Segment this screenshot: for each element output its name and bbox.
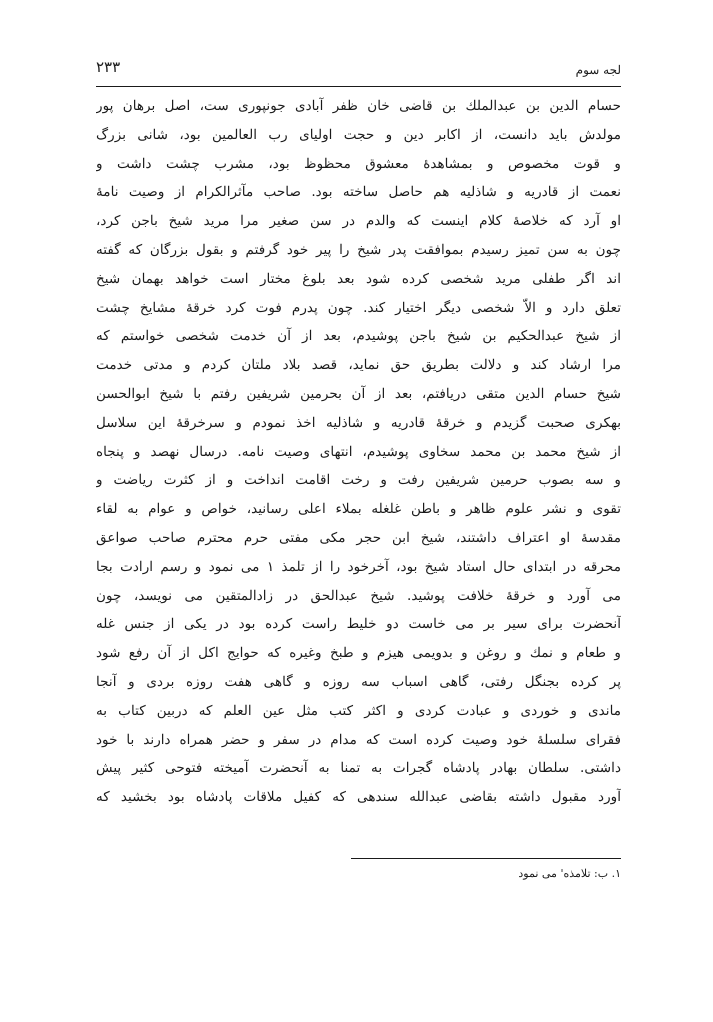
footnote: ۱. ب: تلامذه' می نمود — [518, 867, 621, 880]
header-rule — [96, 86, 621, 87]
text-line: مولدش باید دانست، از اکابر دین و حجت اولیای رب العالمین بود، شانی بزرگ — [96, 126, 621, 143]
text-line: از شیخ عبدالحکیم بن شیخ باجن پوشیدم، بعد از آن خدمت شخصی خواستم که — [96, 328, 621, 345]
text-line: مقدسهٔ او اعتراف داشتند، شیخ ابن حجر مکی مفتی حرم محترم صاحب صواعق — [96, 529, 621, 546]
text-line: چون به سن تمیز رسیدم بموافقت پدر شیخ را پیر خود گرفتم و بقول بزرگان که گفته — [96, 241, 621, 258]
text-line: نعمت از قادریه و شاذلیه هم حاصل ساخته بود. صاحب مآثرالکرام از وصیت نامهٔ — [96, 184, 621, 201]
text-line: تعلق دارد و الاّ شخصی دیگر اختیار کند. چون پدرم فوت کرد خرقهٔ مشایخ چشت — [96, 299, 621, 316]
running-head — [96, 58, 621, 84]
text-line: او آرد که خلاصهٔ کلام اینست که والدم در سن صغیر مرا مرید شیخ باجن کرد، — [96, 213, 621, 230]
text-line: محرقه در ابتدای حال استاد شیخ بود، آخرخود را از تلمذ ۱ می نمود و رسم ارادت بجا — [96, 558, 621, 575]
text-line: آورد مقبول داشته بقاضی عبدالله سندهی که کفیل ملاقات پادشاه بود بخشید که — [96, 789, 621, 806]
text-line: تقوی و نشر علوم ظاهر و باطن غلغله بملاء اعلی رسانید، خواص و عوام به لقاء — [96, 501, 621, 518]
page-number: ۲۳۳ — [96, 58, 121, 76]
text-line: و سه بصوب حرمین شریفین رفت و رخت اقامت انداخت و از کثرت ریاضت و — [96, 472, 621, 489]
text-line: حسام الدین بن عبدالملك بن قاضی خان ظفر آبادی جونپوری ست، اصل برهان پور — [96, 98, 621, 114]
body-text — [96, 92, 621, 812]
text-line: مرا ارشاد کند و دلالت بطریق حق نماید، قصد بلاد ملتان کردم و مدتی خدمت — [96, 357, 621, 374]
text-line: می آورد و خرقهٔ خلافت پوشید. شیخ عبدالحق در زادالمتقین می نویسد، چون — [96, 587, 621, 604]
text-line: پر کرده بجنگل رفتی، گاهی اسباب سه روزه و گاهی هفت روزه بردی و آنجا — [96, 673, 621, 690]
text-line: اند اگر طفلی مرید شخصی کرده شود بعد بلوغ مختار است خواهد بهمان شیخ — [96, 270, 621, 287]
text-line: از شیخ محمد بن محمد سخاوی پوشیدم، انتهای وصیت نامه. درسال نهصد و پنجاه — [96, 443, 621, 460]
footnote-rule — [351, 858, 621, 859]
text-line: فقرای سلسلهٔ خود وصیت کرده است که مدام در سفر و حضر همراه دارند با خود — [96, 731, 621, 748]
text-line: داشتی. سلطان بهادر پادشاه گجرات به تمنا به آنحضرت آمیخته فتوحی کثیر پیش — [96, 760, 621, 777]
text-line: ماندی و خوردی و عبادت کردی و اکثر کتب مثل عین العلم که دربین کتاب به — [96, 702, 621, 719]
text-line: و قوت مخصوص و بمشاهدهٔ معشوق محظوظ بود، مشرب چشت داشت و — [96, 155, 621, 172]
text-line: آنحضرت برای سیر بر می خاست دو خلیط راست کرده بود در یکی از جنس غله — [96, 616, 621, 633]
text-line: شیخ حسام الدین متقی دریافتم، بعد از آن بحرمین شریفین رفتم با شیخ ابوالحسن — [96, 385, 621, 402]
text-line: بهکری صحبت گزیدم و خرقهٔ قادریه و شاذلیه اخذ نمودم و سرخرقهٔ این سلاسل — [96, 414, 621, 431]
text-line: و طعام و نمك و روغن و بدویمی هیزم و طبخ وغیره که حوایج اکل از آن رفع شود — [96, 645, 621, 662]
chapter-title: لجه سوم — [575, 63, 621, 77]
